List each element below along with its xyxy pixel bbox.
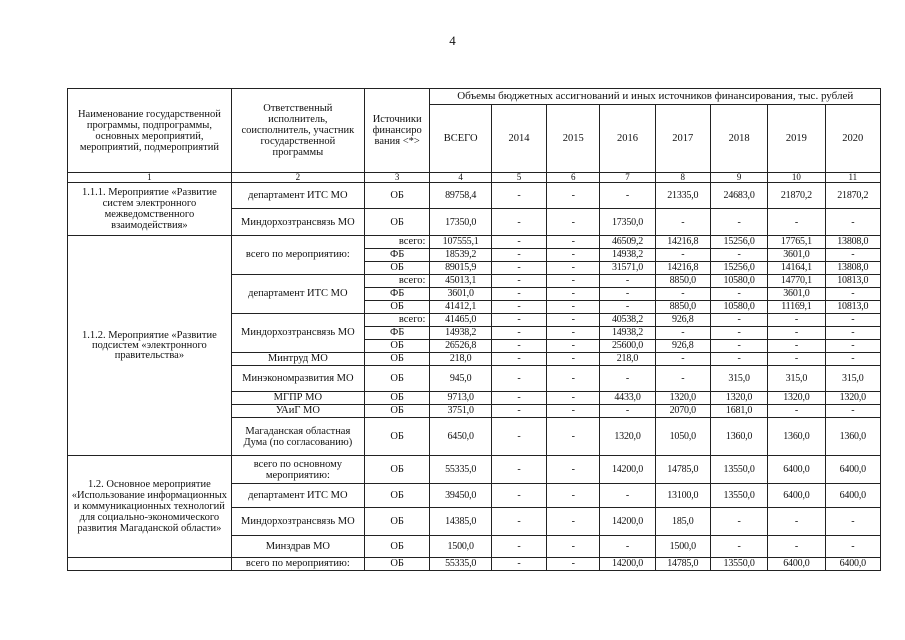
header-year: 2015 xyxy=(547,105,600,173)
value-cell: - xyxy=(547,249,600,262)
value-cell: 6400,0 xyxy=(825,484,880,508)
value-cell: - xyxy=(547,508,600,536)
value-cell: - xyxy=(768,327,825,340)
value-cell: - xyxy=(600,536,655,558)
executor-cell: Магаданская областная Дума (по согласованию) xyxy=(231,418,364,456)
table-row xyxy=(68,456,881,484)
value-cell: 1050,0 xyxy=(655,418,710,456)
value-cell: 40538,2 xyxy=(600,314,655,327)
value-cell: - xyxy=(655,366,710,392)
value-cell: 24683,0 xyxy=(710,183,767,209)
value-cell: - xyxy=(491,314,546,327)
column-index: 6 xyxy=(547,173,600,183)
value-cell: - xyxy=(655,209,710,236)
executor-cell: УАиГ МО xyxy=(231,405,364,418)
column-index: 7 xyxy=(600,173,655,183)
value-cell: - xyxy=(547,353,600,366)
source-cell: ОБ xyxy=(364,508,430,536)
value-cell: - xyxy=(491,353,546,366)
value-cell: 10580,0 xyxy=(710,301,767,314)
measure-name: 1.2. Основное мероприятие «Использование информационных и коммуникационных технологий для социально-экономического развития Магаданской области» xyxy=(68,456,232,558)
source-cell: всего: xyxy=(364,236,430,249)
source-cell: ОБ xyxy=(364,183,430,209)
value-cell: 945,0 xyxy=(430,366,491,392)
value-cell: 15256,0 xyxy=(710,236,767,249)
value-cell: - xyxy=(547,418,600,456)
value-cell: - xyxy=(600,275,655,288)
value-cell: - xyxy=(655,249,710,262)
source-cell: ОБ xyxy=(364,209,430,236)
value-cell: 3601,0 xyxy=(768,249,825,262)
value-cell: 13808,0 xyxy=(825,236,880,249)
source-cell: ФБ xyxy=(364,327,430,340)
column-index: 4 xyxy=(430,173,491,183)
executor-cell: Минтруд МО xyxy=(231,353,364,366)
value-cell: 17765,1 xyxy=(768,236,825,249)
value-cell: 926,8 xyxy=(655,340,710,353)
value-cell: - xyxy=(491,301,546,314)
source-cell: ОБ xyxy=(364,536,430,558)
header-year: 2019 xyxy=(768,105,825,173)
value-cell: 1320,0 xyxy=(825,392,880,405)
value-cell: 10580,0 xyxy=(710,275,767,288)
value-cell: - xyxy=(491,340,546,353)
source-cell: всего: xyxy=(364,314,430,327)
value-cell: 18539,2 xyxy=(430,249,491,262)
value-cell: - xyxy=(491,484,546,508)
value-cell: 315,0 xyxy=(825,366,880,392)
measure-name xyxy=(68,558,232,571)
value-cell: - xyxy=(600,301,655,314)
source-cell: ОБ xyxy=(364,418,430,456)
value-cell: 21870,2 xyxy=(768,183,825,209)
value-cell: 14385,0 xyxy=(430,508,491,536)
value-cell: - xyxy=(491,209,546,236)
source-cell: ОБ xyxy=(364,558,430,571)
measure-name: 1.1.2. Мероприятие «Развитие подсистем «электронного правительства» xyxy=(68,236,232,456)
column-index: 5 xyxy=(491,173,546,183)
executor-cell: Минздрав МО xyxy=(231,536,364,558)
source-cell: ОБ xyxy=(364,366,430,392)
value-cell: 14200,0 xyxy=(600,456,655,484)
table-row xyxy=(68,183,881,209)
value-cell: - xyxy=(710,353,767,366)
value-cell: - xyxy=(825,340,880,353)
value-cell: - xyxy=(710,536,767,558)
value-cell: 14938,2 xyxy=(600,327,655,340)
value-cell: - xyxy=(491,392,546,405)
value-cell: - xyxy=(825,327,880,340)
value-cell: - xyxy=(768,353,825,366)
value-cell: 17350,0 xyxy=(430,209,491,236)
value-cell: - xyxy=(600,183,655,209)
value-cell: 45013,1 xyxy=(430,275,491,288)
value-cell: 14938,2 xyxy=(600,249,655,262)
header-year: 2014 xyxy=(491,105,546,173)
value-cell: 14216,8 xyxy=(655,262,710,275)
value-cell: 218,0 xyxy=(430,353,491,366)
value-cell: - xyxy=(491,508,546,536)
value-cell: - xyxy=(547,183,600,209)
value-cell: - xyxy=(547,536,600,558)
source-cell: ОБ xyxy=(364,301,430,314)
executor-cell: Миндорхозтрансвязь МО xyxy=(231,209,364,236)
value-cell: 315,0 xyxy=(710,366,767,392)
value-cell: 14785,0 xyxy=(655,456,710,484)
value-cell: - xyxy=(600,405,655,418)
value-cell: - xyxy=(491,288,546,301)
value-cell: 31571,0 xyxy=(600,262,655,275)
value-cell: 107555,1 xyxy=(430,236,491,249)
header-executor: Ответственный исполнитель, соисполнитель, участник государственной программы xyxy=(231,89,364,173)
value-cell: 89015,9 xyxy=(430,262,491,275)
executor-cell: департамент ИТС МО xyxy=(231,183,364,209)
value-cell: - xyxy=(547,314,600,327)
column-index: 1 xyxy=(68,173,232,183)
value-cell: 1320,0 xyxy=(768,392,825,405)
value-cell: - xyxy=(547,262,600,275)
value-cell: - xyxy=(768,405,825,418)
value-cell: - xyxy=(710,249,767,262)
page-number: 4 xyxy=(449,33,456,48)
value-cell: 1681,0 xyxy=(710,405,767,418)
value-cell: - xyxy=(491,236,546,249)
value-cell: - xyxy=(547,209,600,236)
value-cell: - xyxy=(600,366,655,392)
value-cell: 14785,0 xyxy=(655,558,710,571)
value-cell: 926,8 xyxy=(655,314,710,327)
value-cell: - xyxy=(710,314,767,327)
value-cell: - xyxy=(710,340,767,353)
header-funding-group: Объемы бюджетных ассигнований и иных источников финансирования, тыс. рублей xyxy=(430,89,881,105)
value-cell: - xyxy=(768,314,825,327)
value-cell: 10813,0 xyxy=(825,301,880,314)
value-cell: - xyxy=(825,353,880,366)
measure-name: 1.1.1. Мероприятие «Развитие систем электронного межведомственного взаимодействия» xyxy=(68,183,232,236)
value-cell: - xyxy=(491,327,546,340)
value-cell: 10813,0 xyxy=(825,275,880,288)
value-cell: 6400,0 xyxy=(825,456,880,484)
value-cell: - xyxy=(491,275,546,288)
value-cell: 185,0 xyxy=(655,508,710,536)
header-total: ВСЕГО xyxy=(430,105,491,173)
value-cell: 13100,0 xyxy=(655,484,710,508)
value-cell: - xyxy=(825,508,880,536)
value-cell: 9713,0 xyxy=(430,392,491,405)
executor-cell: всего по основному мероприятию: xyxy=(231,456,364,484)
value-cell: 39450,0 xyxy=(430,484,491,508)
header-year: 2017 xyxy=(655,105,710,173)
value-cell: 4433,0 xyxy=(600,392,655,405)
source-cell: ОБ xyxy=(364,392,430,405)
header-year: 2018 xyxy=(710,105,767,173)
value-cell: 14200,0 xyxy=(600,558,655,571)
source-cell: ОБ xyxy=(364,456,430,484)
value-cell: 1500,0 xyxy=(430,536,491,558)
value-cell: 6400,0 xyxy=(768,484,825,508)
table-row xyxy=(68,558,881,571)
value-cell: 8850,0 xyxy=(655,301,710,314)
value-cell: 1320,0 xyxy=(710,392,767,405)
value-cell: 41412,1 xyxy=(430,301,491,314)
column-index: 8 xyxy=(655,173,710,183)
value-cell: 55335,0 xyxy=(430,558,491,571)
value-cell: - xyxy=(547,558,600,571)
value-cell: 1360,0 xyxy=(710,418,767,456)
value-cell: 6400,0 xyxy=(825,558,880,571)
value-cell: 17350,0 xyxy=(600,209,655,236)
value-cell: - xyxy=(547,392,600,405)
value-cell: 14770,1 xyxy=(768,275,825,288)
value-cell: - xyxy=(710,508,767,536)
value-cell: 1320,0 xyxy=(600,418,655,456)
value-cell: - xyxy=(547,327,600,340)
value-cell: - xyxy=(768,508,825,536)
source-cell: ФБ xyxy=(364,288,430,301)
value-cell: - xyxy=(825,314,880,327)
source-cell: ОБ xyxy=(364,484,430,508)
budget-table xyxy=(67,88,881,571)
value-cell: 2070,0 xyxy=(655,405,710,418)
value-cell: 14216,8 xyxy=(655,236,710,249)
value-cell: - xyxy=(547,484,600,508)
value-cell: - xyxy=(491,262,546,275)
value-cell: 1320,0 xyxy=(655,392,710,405)
value-cell: - xyxy=(825,209,880,236)
value-cell: - xyxy=(710,209,767,236)
value-cell: 13808,0 xyxy=(825,262,880,275)
executor-cell: Миндорхозтрансвязь МО xyxy=(231,314,364,353)
value-cell: - xyxy=(600,484,655,508)
executor-cell: департамент ИТС МО xyxy=(231,484,364,508)
value-cell: - xyxy=(768,536,825,558)
value-cell: 1360,0 xyxy=(825,418,880,456)
source-cell: всего: xyxy=(364,275,430,288)
value-cell: - xyxy=(547,456,600,484)
executor-cell: департамент ИТС МО xyxy=(231,275,364,314)
value-cell: - xyxy=(710,327,767,340)
value-cell: - xyxy=(768,209,825,236)
value-cell: - xyxy=(491,249,546,262)
source-cell: ОБ xyxy=(364,405,430,418)
source-cell: ОБ xyxy=(364,340,430,353)
value-cell: - xyxy=(825,405,880,418)
value-cell: - xyxy=(547,366,600,392)
value-cell: - xyxy=(491,418,546,456)
value-cell: - xyxy=(547,340,600,353)
value-cell: - xyxy=(547,288,600,301)
value-cell: 25600,0 xyxy=(600,340,655,353)
value-cell: 6450,0 xyxy=(430,418,491,456)
value-cell: - xyxy=(825,536,880,558)
value-cell: 218,0 xyxy=(600,353,655,366)
value-cell: - xyxy=(547,301,600,314)
column-index: 2 xyxy=(231,173,364,183)
value-cell: - xyxy=(547,236,600,249)
value-cell: 89758,4 xyxy=(430,183,491,209)
source-cell: ФБ xyxy=(364,249,430,262)
value-cell: - xyxy=(710,288,767,301)
value-cell: - xyxy=(825,249,880,262)
value-cell: 1500,0 xyxy=(655,536,710,558)
executor-cell: МГПР МО xyxy=(231,392,364,405)
source-cell: ОБ xyxy=(364,262,430,275)
value-cell: - xyxy=(547,405,600,418)
value-cell: 315,0 xyxy=(768,366,825,392)
header-year: 2016 xyxy=(600,105,655,173)
value-cell: - xyxy=(491,366,546,392)
value-cell: 3601,0 xyxy=(768,288,825,301)
value-cell: - xyxy=(491,183,546,209)
column-index: 9 xyxy=(710,173,767,183)
value-cell: 41465,0 xyxy=(430,314,491,327)
value-cell: - xyxy=(600,288,655,301)
value-cell: 6400,0 xyxy=(768,558,825,571)
value-cell: - xyxy=(825,288,880,301)
value-cell: - xyxy=(491,405,546,418)
value-cell: - xyxy=(655,288,710,301)
header-name: Наименование государственной программы, подпрограммы, основных мероприятий, мероприятий, подмероприятий xyxy=(68,89,232,173)
value-cell: 13550,0 xyxy=(710,558,767,571)
value-cell: - xyxy=(655,353,710,366)
value-cell: 14164,1 xyxy=(768,262,825,275)
column-index: 3 xyxy=(364,173,430,183)
value-cell: 8850,0 xyxy=(655,275,710,288)
value-cell: 21335,0 xyxy=(655,183,710,209)
value-cell: - xyxy=(655,327,710,340)
value-cell: 13550,0 xyxy=(710,456,767,484)
value-cell: 15256,0 xyxy=(710,262,767,275)
value-cell: 55335,0 xyxy=(430,456,491,484)
value-cell: 11169,1 xyxy=(768,301,825,314)
executor-cell: всего по мероприятию: xyxy=(231,558,364,571)
column-index: 11 xyxy=(825,173,880,183)
value-cell: 14200,0 xyxy=(600,508,655,536)
value-cell: - xyxy=(491,456,546,484)
value-cell: - xyxy=(491,536,546,558)
executor-cell: Миндорхозтрансвязь МО xyxy=(231,508,364,536)
value-cell: 14938,2 xyxy=(430,327,491,340)
value-cell: 3601,0 xyxy=(430,288,491,301)
value-cell: 13550,0 xyxy=(710,484,767,508)
source-cell: ОБ xyxy=(364,353,430,366)
value-cell: - xyxy=(491,558,546,571)
column-index-row xyxy=(68,173,881,183)
value-cell: - xyxy=(547,275,600,288)
value-cell: 6400,0 xyxy=(768,456,825,484)
executor-cell: Минэкономразвития МО xyxy=(231,366,364,392)
value-cell: 1360,0 xyxy=(768,418,825,456)
value-cell: - xyxy=(768,340,825,353)
header-source: Источники финансиро вания <*> xyxy=(364,89,430,173)
value-cell: 3751,0 xyxy=(430,405,491,418)
column-index: 10 xyxy=(768,173,825,183)
value-cell: 21870,2 xyxy=(825,183,880,209)
value-cell: 26526,8 xyxy=(430,340,491,353)
value-cell: 46509,2 xyxy=(600,236,655,249)
table-row xyxy=(68,236,881,249)
executor-cell: всего по мероприятию: xyxy=(231,236,364,275)
header-year: 2020 xyxy=(825,105,880,173)
